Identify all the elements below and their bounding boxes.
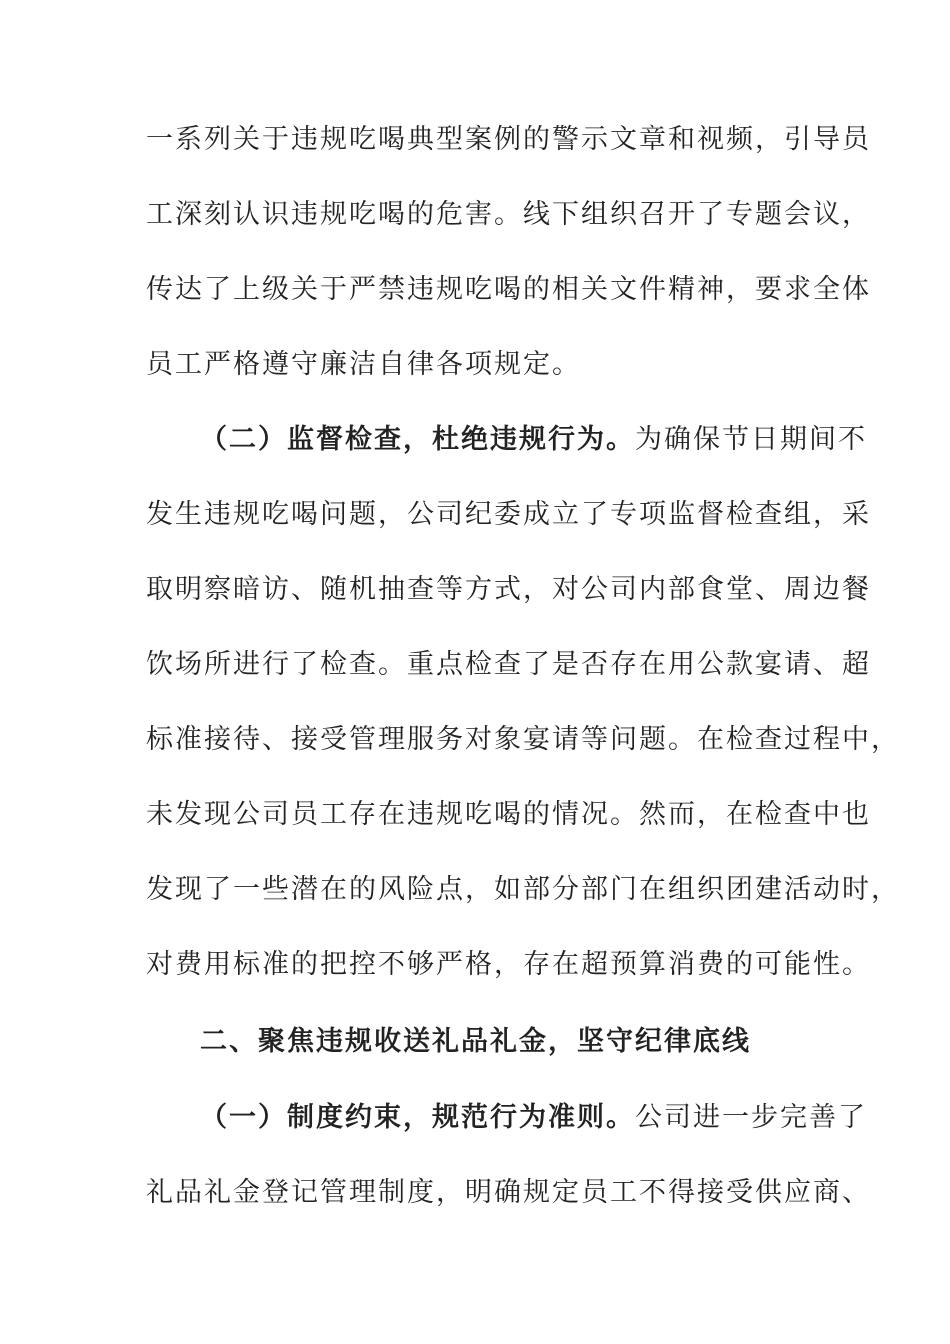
subsection-text: 公司进一步完善了: [635, 1102, 867, 1133]
paragraph-line: 对费用标准的把控不够严格，存在超预算消费的可能性。: [146, 949, 871, 980]
subsection-text: 为确保节日期间不: [635, 424, 867, 455]
paragraph-line: 传达了上级关于严禁违规吃喝的相关文件精神，要求全体: [146, 274, 871, 305]
paragraph-line: 标准接待、接受管理服务对象宴请等问题。在检查过程中，: [146, 724, 900, 755]
paragraph-line: 工深刻认识违规吃喝的危害。线下组织召开了专题会议，: [146, 199, 871, 230]
section-heading: [200, 1022, 860, 1062]
paragraph-line: 一系列关于违规吃喝典型案例的警示文章和视频，引导员: [146, 124, 871, 155]
paragraph-line: 饮场所进行了检查。重点检查了是否存在用公款宴请、超: [146, 649, 871, 680]
paragraph-line: 取明察暗访、随机抽查等方式，对公司内部食堂、周边餐: [146, 574, 871, 605]
paragraph-line: 员工严格遵守廉洁自律各项规定。: [146, 349, 581, 380]
subsection-first-line: [200, 420, 867, 460]
subsection-title: （二）监督检查，杜绝违规行为。: [200, 424, 635, 455]
paragraph-line: 未发现公司员工存在违规吃喝的情况。然而，在检查中也: [146, 799, 871, 830]
paragraph-line: 发生违规吃喝问题，公司纪委成立了专项监督检查组，采: [146, 499, 871, 530]
section-heading-text: 二、聚焦违规收送礼品礼金，坚守纪律底线: [200, 1026, 751, 1057]
paragraph-line: 礼品礼金登记管理制度，明确规定员工不得接受供应商、: [146, 1177, 871, 1208]
subsection-title: （一）制度约束，规范行为准则。: [200, 1102, 635, 1133]
paragraph-line: 发现了一些潜在的风险点，如部分部门在组织团建活动时，: [146, 874, 900, 905]
subsection-first-line: [200, 1098, 867, 1138]
